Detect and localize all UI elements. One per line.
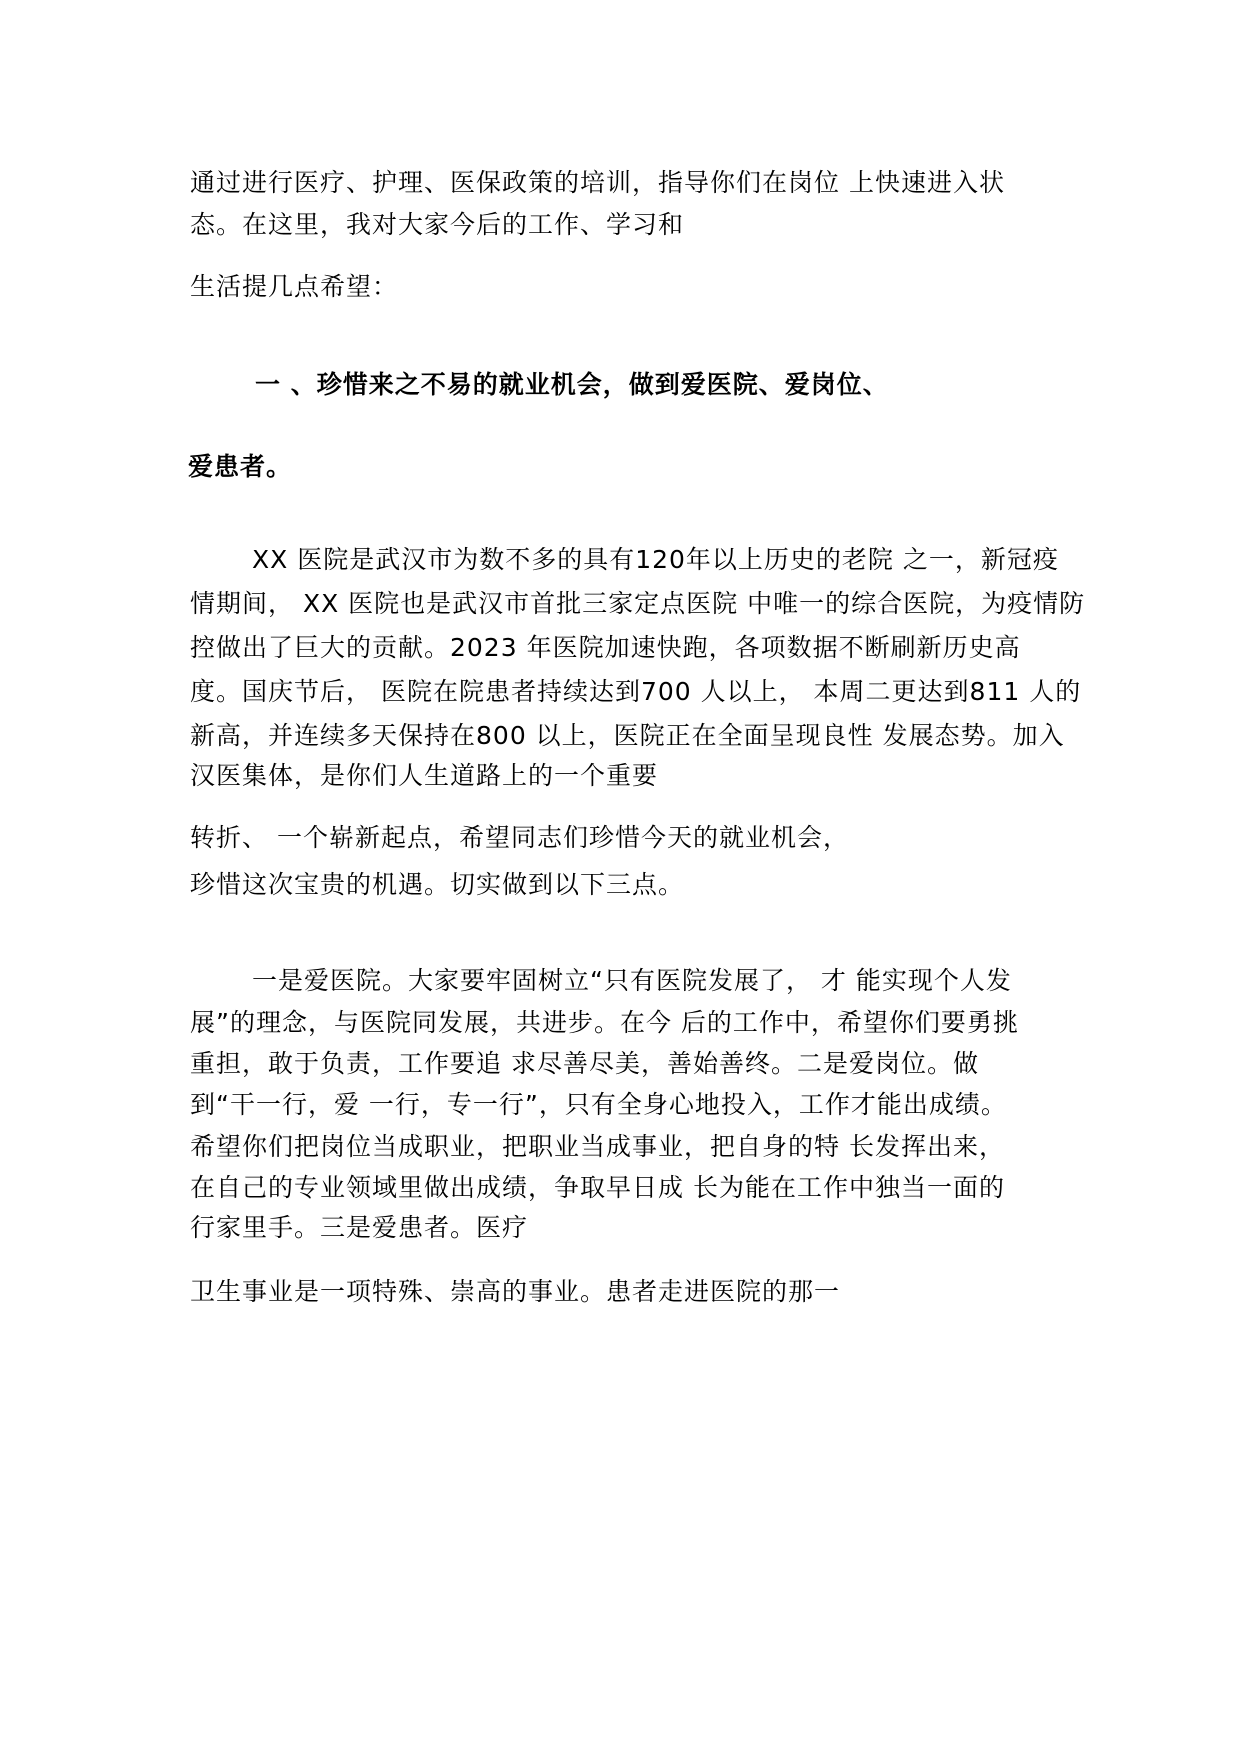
text-line: 态。在这里，我对大家今后的工作、学习和 <box>190 210 685 239</box>
text-line: 在自己的专业领域里做出成绩，争取早日成 长为能在工作中独当一面的 <box>190 1173 1005 1202</box>
text-line: 一是爱医院。大家要牢固树立“只有医院发展了， 才 能实现个人发 <box>252 966 1012 995</box>
text-line: 希望你们把岗位当成职业，把职业当成事业，把自身的特 长发挥出来， <box>190 1132 1005 1161</box>
text-line: 行家里手。三是爱患者。医疗 <box>190 1213 529 1242</box>
heading-line: 爱患者。 <box>188 452 293 481</box>
text-line: 度。国庆节后， 医院在院患者持续达到700 人以上， 本周二更达到811 人的 <box>190 677 1082 706</box>
text-line: 转折、 一个崭新起点，希望同志们珍惜今天的就业机会， <box>190 823 849 852</box>
text-line: 展”的理念，与医院同发展，共进步。在今 后的工作中，希望你们要勇挑 <box>190 1008 1019 1037</box>
text-line: 新高，并连续多天保持在800 以上，医院正在全面呈现良性 发展态势。加入 <box>190 721 1065 750</box>
heading-line: 一 、珍惜来之不易的就业机会，做到爱医院、爱岗位、 <box>255 370 889 399</box>
text-line: XX 医院是武汉市为数不多的具有120年以上历史的老院 之一，新冠疫 <box>252 545 1059 574</box>
text-line: 卫生事业是一项特殊、崇高的事业。患者走进医院的那一 <box>190 1277 841 1306</box>
text-line: 情期间， XX 医院也是武汉市首批三家定点医院 中唯一的综合医院，为疫情防 <box>190 589 1086 618</box>
text-line: 重担，敢于负责，工作要追 求尽善尽美，善始善终。二是爱岗位。做 <box>190 1049 979 1078</box>
text-line: 通过进行医疗、护理、医保政策的培训，指导你们在岗位 上快速进入状 <box>190 168 1005 197</box>
text-line: 汉医集体，是你们人生道路上的一个重要 <box>190 761 659 790</box>
text-line: 控做出了巨大的贡献。2023 年医院加速快跑，各项数据不断刷新历史高 <box>190 633 1021 662</box>
text-line: 到“干一行，爱 一行，专一行”，只有全身心地投入，工作才能出成绩。 <box>190 1090 1007 1119</box>
text-line: 珍惜这次宝贵的机遇。切实做到以下三点。 <box>190 870 685 899</box>
text-line: 生活提几点希望： <box>190 272 399 301</box>
